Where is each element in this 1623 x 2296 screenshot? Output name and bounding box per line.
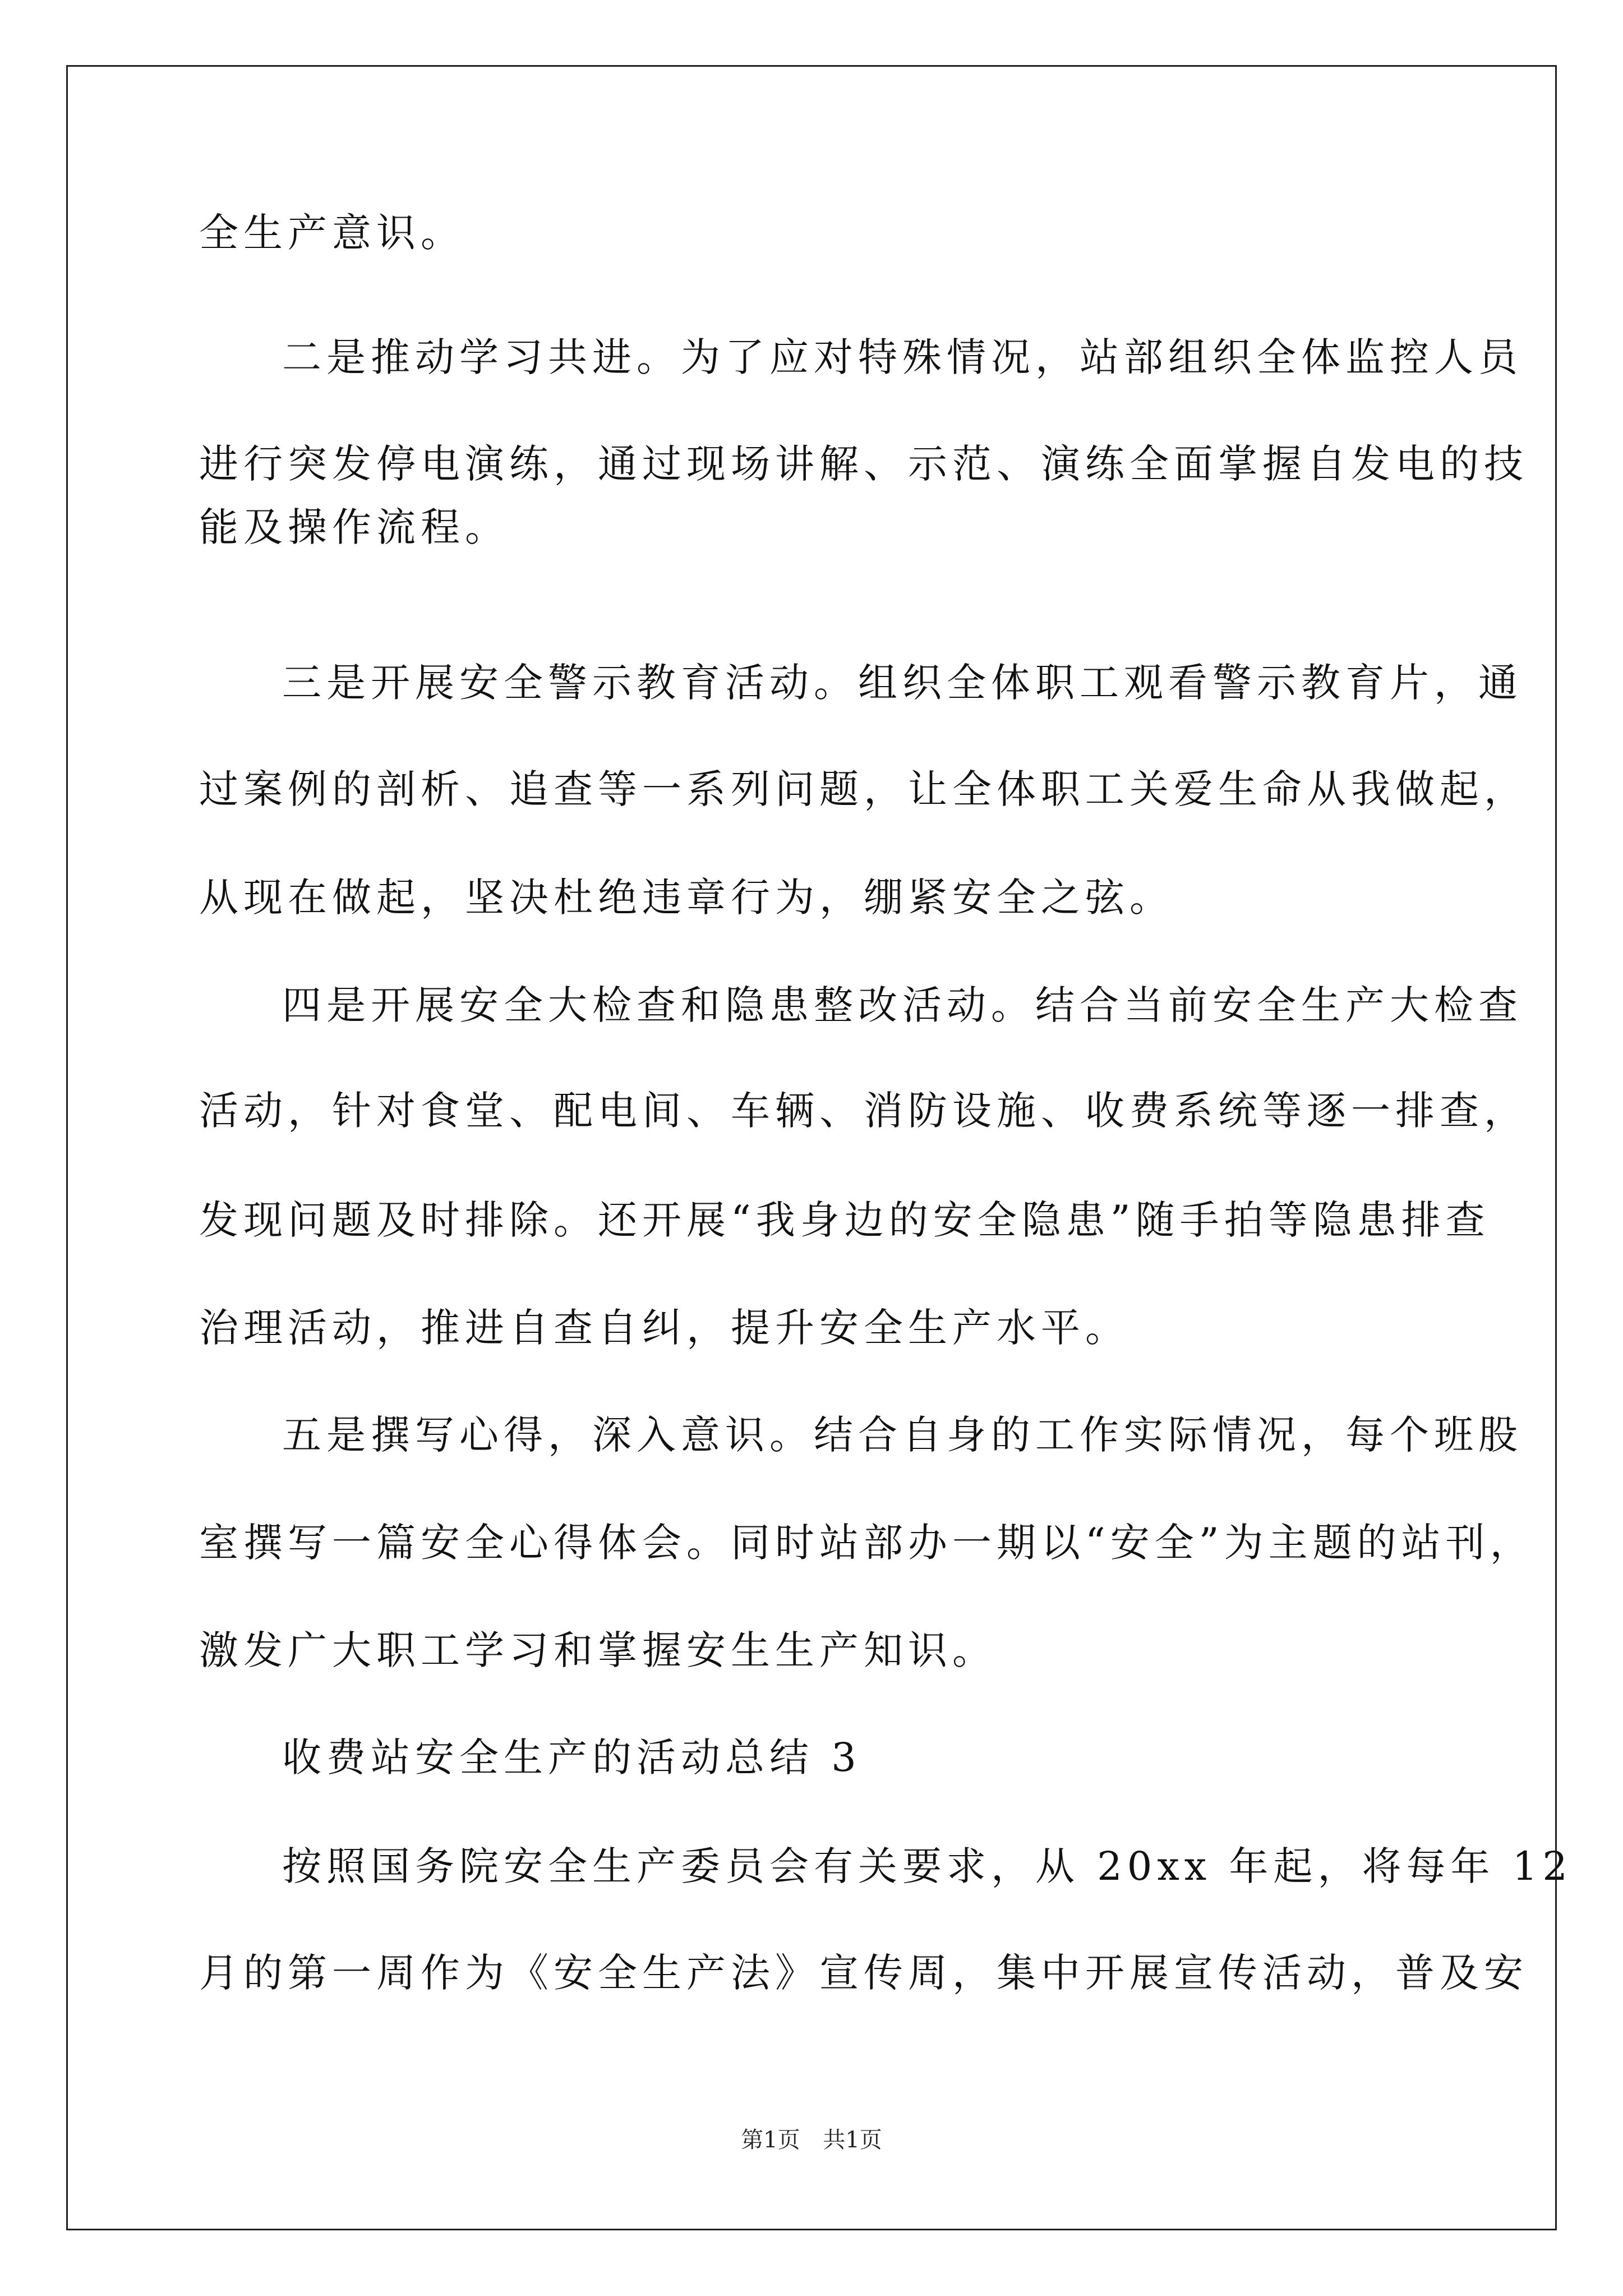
text-line: 治理活动，推进自查自纠，提升安全生产水平。 bbox=[199, 1305, 1129, 1351]
page-number-total: 共1页 bbox=[823, 2127, 882, 2153]
text-line: 二是推动学习共进。为了应对特殊情况，站部组织全体监控人员 bbox=[282, 334, 1523, 380]
text-line: 月的第一周作为《安全生产法》宣传周，集中开展宣传活动，普及安 bbox=[199, 1950, 1528, 1996]
text-line: 三是开展安全警示教育活动。组织全体职工观看警示教育片，通 bbox=[282, 660, 1523, 706]
text-line: 过案例的剖析、追查等一系列问题，让全体职工关爱生命从我做起， bbox=[199, 766, 1528, 812]
text-line: 从现在做起，坚决杜绝违章行为，绷紧安全之弦。 bbox=[199, 875, 1174, 921]
text-line: 进行突发停电演练，通过现场讲解、示范、演练全面掌握自发电的技 bbox=[199, 441, 1528, 487]
page-footer bbox=[0, 2126, 1623, 2154]
text-line: 能及操作流程。 bbox=[199, 504, 509, 550]
page-number-current: 第1页 bbox=[741, 2127, 800, 2153]
text-line: 激发广大职工学习和掌握安生生产知识。 bbox=[199, 1627, 997, 1673]
text-line: 发现问题及时排除。还开展“我身边的安全隐患”随手拍等隐患排查 bbox=[199, 1197, 1490, 1243]
text-line: 室撰写一篇安全心得体会。同时站部办一期以“安全”为主题的站刊， bbox=[199, 1520, 1534, 1566]
text-line: 按照国务院安全生产委员会有关要求，从 20xx 年起，将每年 12 bbox=[282, 1843, 1573, 1889]
text-line: 五是撰写心得，深入意识。结合自身的工作实际情况，每个班股 bbox=[282, 1412, 1523, 1458]
section-heading: 收费站安全生产的活动总结 3 bbox=[282, 1734, 861, 1780]
text-line: 活动，针对食堂、配电间、车辆、消防设施、收费系统等逐一排查， bbox=[199, 1088, 1528, 1134]
text-line: 全生产意识。 bbox=[199, 210, 465, 256]
page-border bbox=[66, 65, 1557, 2230]
text-line: 四是开展安全大检查和隐患整改活动。结合当前安全生产大检查 bbox=[282, 982, 1523, 1028]
